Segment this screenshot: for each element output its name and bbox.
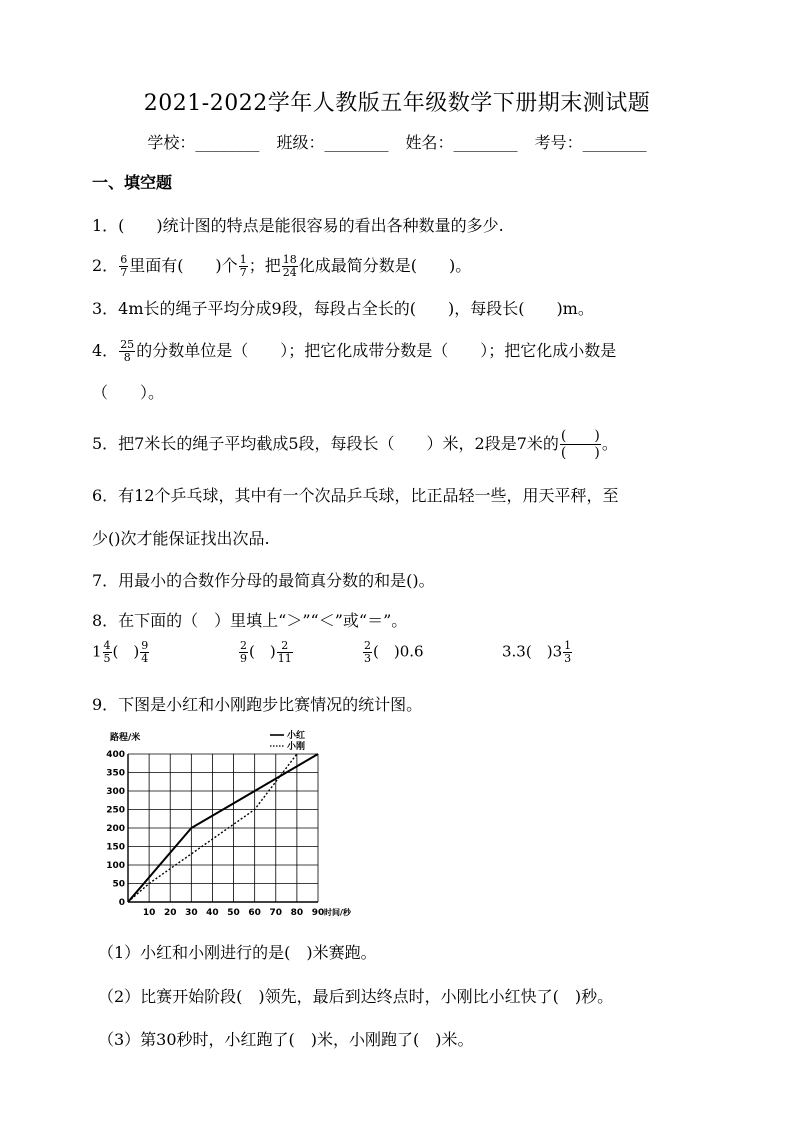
- number-field[interactable]: 考号：________: [534, 133, 647, 152]
- legend-label-2: 小刚: [287, 742, 306, 752]
- q2-prefix: 2．: [92, 256, 119, 275]
- question-2: [92, 253, 471, 279]
- name-field[interactable]: 姓名：________: [405, 133, 518, 152]
- y-tick-label: 250: [106, 805, 125, 816]
- question-4: [92, 338, 616, 364]
- fraction-blank: $\frac{( )}{( )}$: [560, 428, 600, 461]
- q2-text-2: ；把: [248, 256, 281, 275]
- x-tick-label: 50: [227, 908, 240, 918]
- question-4-line-2: （ ）。: [92, 383, 165, 402]
- legend-label-1: 小红: [287, 731, 306, 741]
- fraction: $\frac{1}{7}$: [239, 253, 247, 279]
- x-axis-label: 时间/秒: [324, 908, 351, 917]
- x-tick-label: 20: [163, 908, 177, 918]
- compare-item-3: $\frac{2}{3}$ ( )0.6: [364, 639, 424, 665]
- x-tick-label: 10: [142, 908, 156, 918]
- question-3: 3．4m长的绳子平均分成9段，每段占全长的( )，每段长( )m。: [92, 299, 594, 318]
- section-heading: 一、填空题: [92, 173, 173, 192]
- school-field[interactable]: 学校：________: [147, 133, 260, 152]
- fraction: $\frac{6}{7}$: [120, 253, 128, 279]
- y-tick-label: 100: [106, 861, 125, 871]
- question-6: 6．有12个乒乓球，其中有一个次品乒乓球，比正品轻一些，用天平秤，至: [92, 486, 619, 505]
- q4-text-1: 的分数单位是（ ）；把它化成带分数是（ ）；把它化成小数是: [136, 341, 617, 360]
- compare-item-4: 3.3( )3 $\frac{1}{3}$: [502, 639, 572, 665]
- class-field[interactable]: 班级：________: [276, 133, 389, 152]
- running-line-chart: [100, 725, 360, 925]
- x-tick-label: 60: [248, 908, 261, 918]
- y-tick-label: 0: [118, 898, 125, 908]
- x-tick-label: 70: [269, 908, 283, 918]
- page-title: 2021-2022学年人教版五年级数学下册期末测试题: [143, 91, 651, 116]
- y-tick-label: 300: [106, 787, 125, 797]
- compare-item-2: $\frac{2}{9}$ ( ) $\frac{2}{11}$: [240, 639, 292, 665]
- student-info: [0, 130, 794, 153]
- q4-prefix: 4．: [92, 341, 119, 360]
- y-tick-label: 150: [106, 842, 125, 853]
- sub-question-2: （2）比赛开始阶段( )领先，最后到达终点时，小刚比小红快了( )秒。: [98, 987, 614, 1006]
- question-9: 9．下图是小红和小刚跑步比赛情况的统计图。: [92, 695, 423, 714]
- question-5: [92, 428, 618, 461]
- compare-item-1: 1 $\frac{4}{5}$ ( ) $\frac{9}{4}$: [92, 639, 149, 665]
- x-tick-label: 80: [290, 908, 304, 918]
- sub-question-3: （3）第30秒时，小红跑了( )米，小刚跑了( )米。: [98, 1030, 474, 1049]
- fraction: $\frac{25}{8}$: [120, 338, 135, 364]
- y-axis-label: 路程/米: [110, 733, 141, 743]
- question-7: 7．用最小的合数作分母的最简真分数的和是()。: [92, 571, 435, 590]
- x-tick-label: 90: [311, 908, 325, 918]
- fraction: $\frac{18}{24}$: [282, 253, 297, 279]
- question-6-line-2: 少()次才能保证找出次品.: [92, 529, 270, 548]
- q5-text-2: 。: [601, 434, 618, 453]
- q2-text-3: 化成最简分数是( )。: [298, 256, 472, 275]
- question-8: 8．在下面的（ ）里填上“＞”“＜”或“＝”。: [92, 611, 408, 630]
- x-tick-label: 30: [185, 908, 198, 918]
- sub-question-1: （1）小红和小刚进行的是( )米赛跑。: [98, 943, 377, 962]
- y-tick-label: 400: [106, 750, 125, 760]
- y-tick-label: 200: [106, 824, 125, 834]
- q5-text-1: 5．把7米长的绳子平均截成5段，每段长（ ）米，2段是7米的: [92, 434, 559, 453]
- q2-text-1: 里面有( )个: [129, 256, 238, 275]
- question-1: 1．( )统计图的特点是能很容易的看出各种数量的多少.: [92, 216, 504, 235]
- x-tick-label: 40: [206, 908, 219, 918]
- y-tick-label: 50: [112, 879, 125, 890]
- y-tick-label: 350: [106, 768, 125, 779]
